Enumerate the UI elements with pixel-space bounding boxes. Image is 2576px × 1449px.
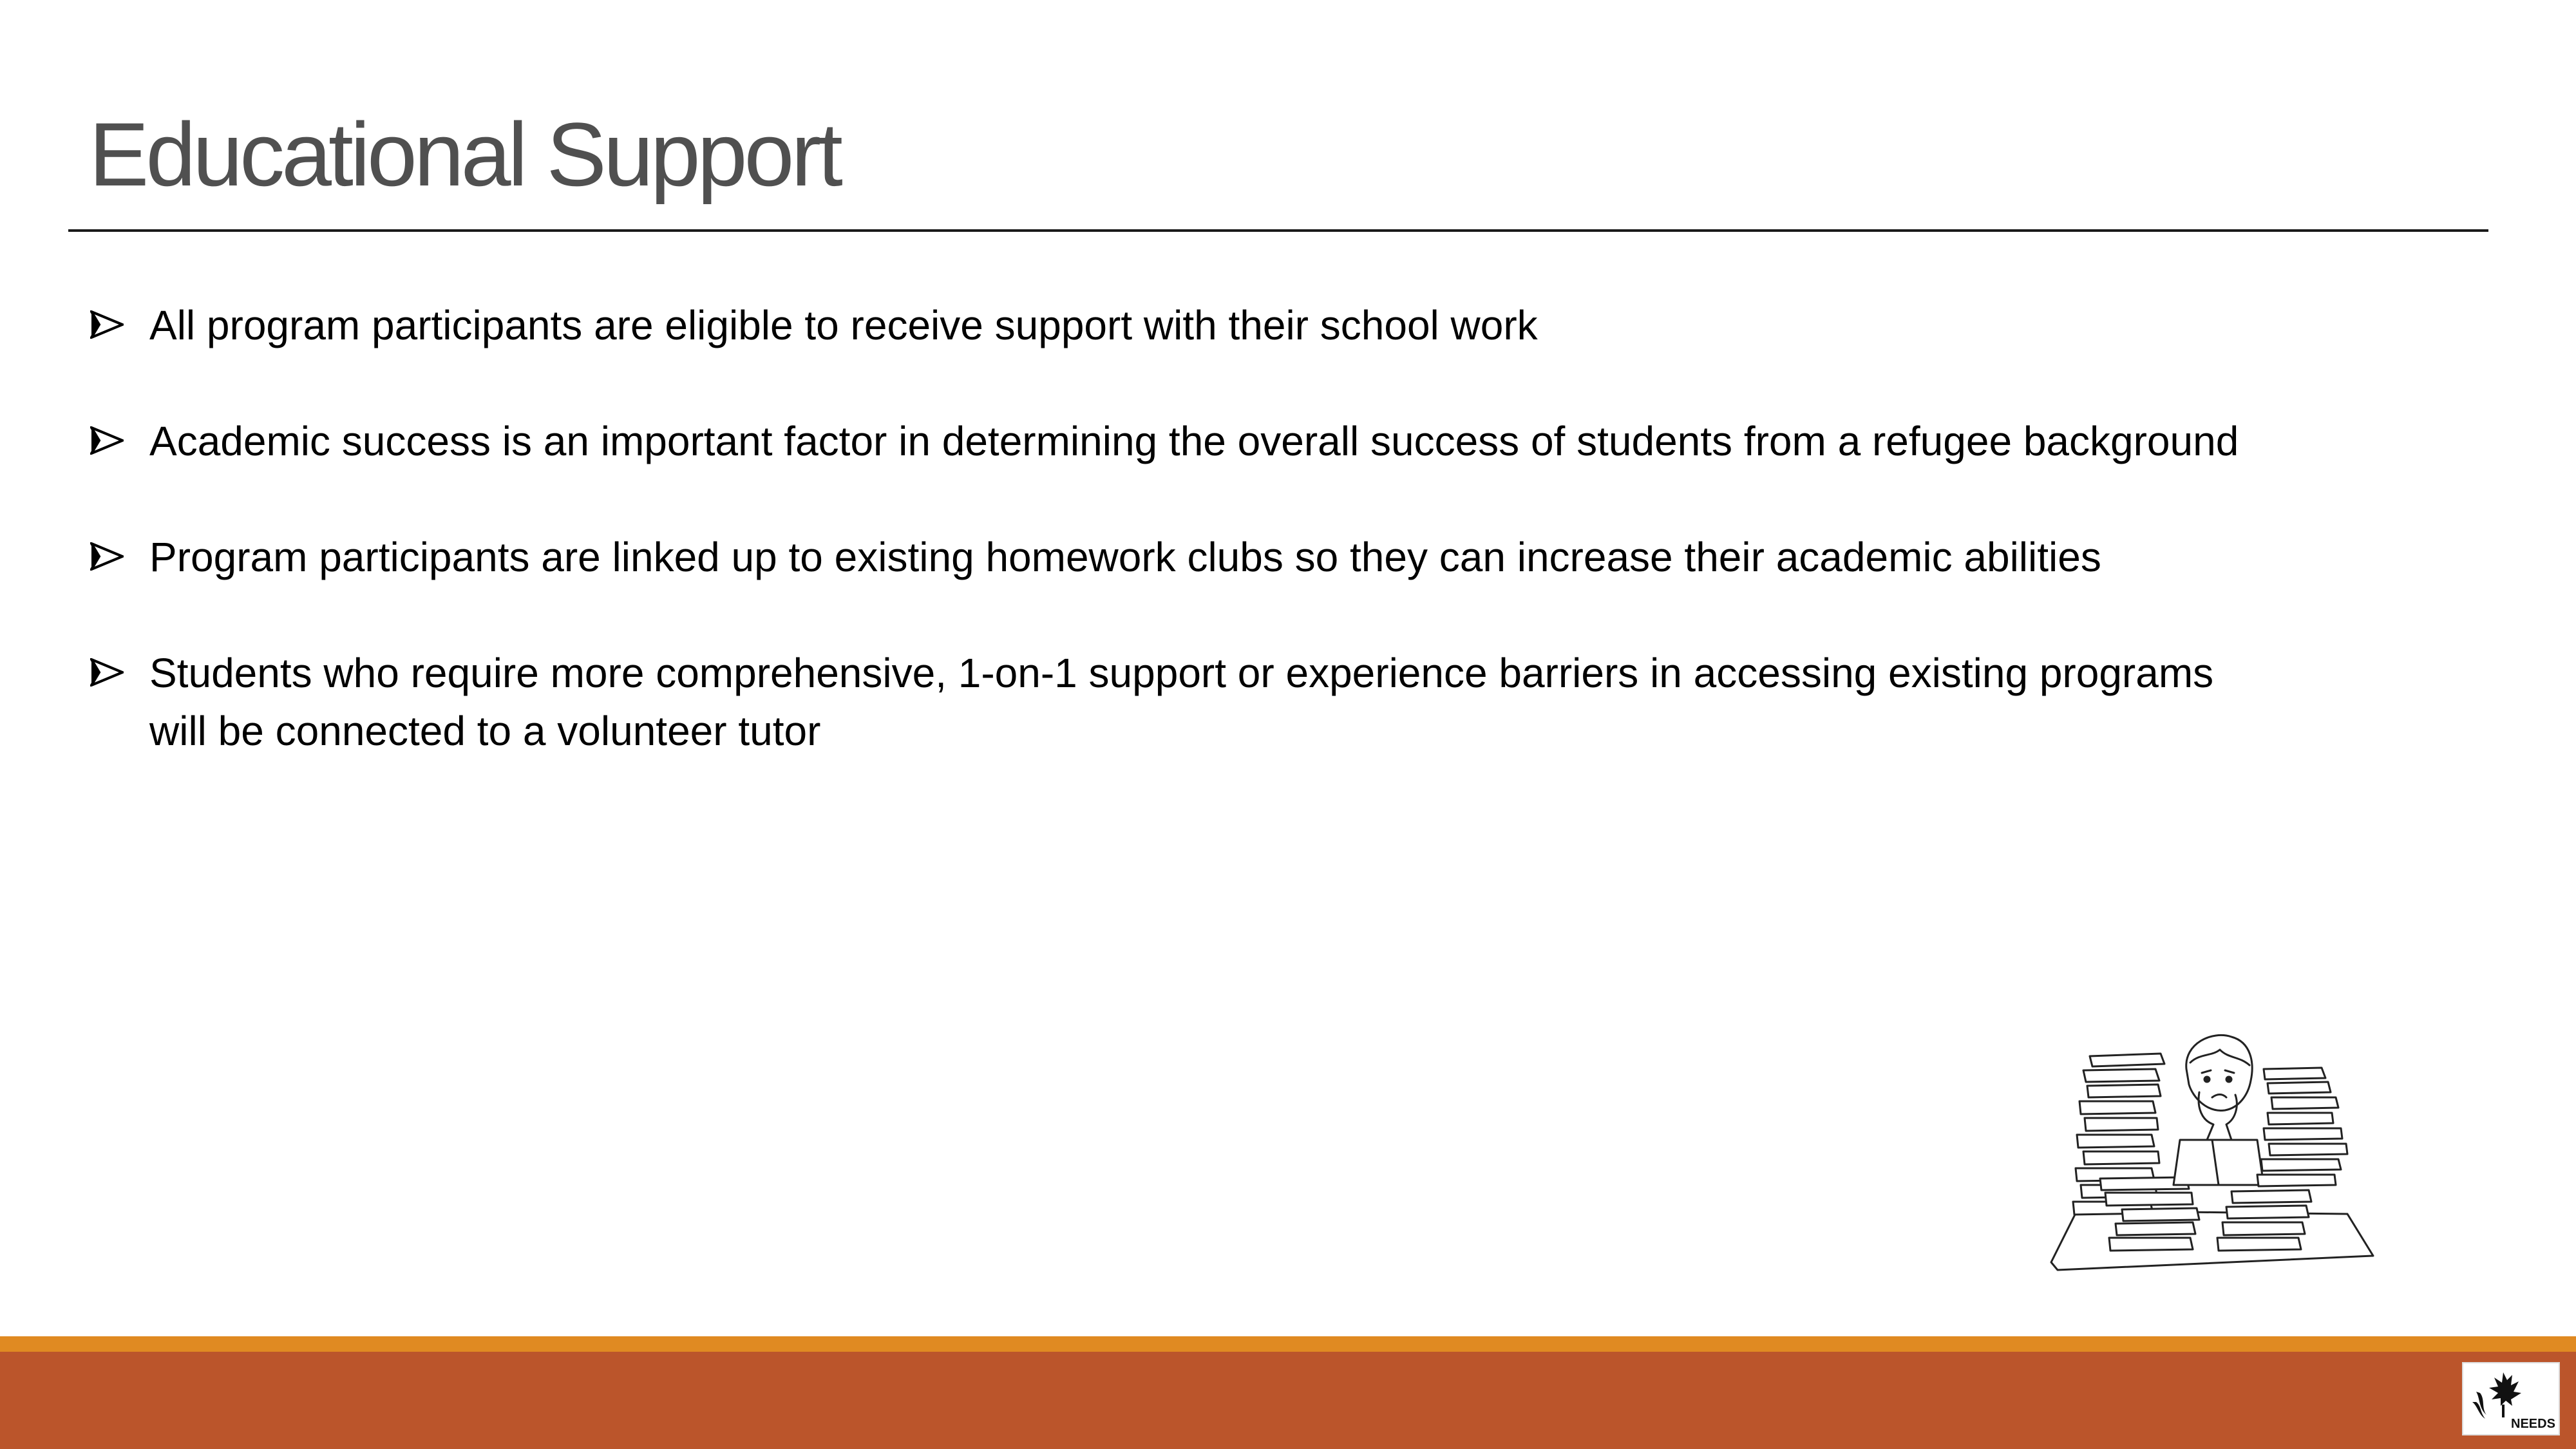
needs-logo-icon — [2463, 1363, 2559, 1434]
organization-logo — [2462, 1362, 2560, 1435]
slide-title: Educational Support — [89, 104, 840, 205]
arrowhead-bullet-icon — [90, 310, 124, 339]
logo-label: NEEDS — [2511, 1417, 2555, 1431]
arrowhead-bullet-icon — [90, 426, 124, 455]
bullet-text: Program participants are linked up to existing homework clubs so they can increase their academic abilities — [149, 534, 2101, 580]
bullet-item — [90, 528, 2241, 586]
arrowhead-bullet-icon — [90, 542, 124, 571]
bullet-text: Academic success is an important factor in determining the overall success of students from a refugee background — [149, 418, 2239, 464]
bullet-text: All program participants are eligible to receive support with their school work — [149, 302, 1538, 348]
title-divider — [68, 229, 2488, 232]
bullet-list — [90, 296, 2241, 818]
bullet-item — [90, 412, 2241, 470]
arrowhead-bullet-icon — [90, 658, 124, 687]
bullet-item — [90, 644, 2241, 760]
student-with-books-illustration — [2038, 1030, 2386, 1275]
bullet-item — [90, 296, 2241, 354]
footer-bar — [0, 1352, 2576, 1449]
footer-accent-stripe — [0, 1336, 2576, 1352]
bullet-text: Students who require more comprehensive, 1-on-1 support or experience barriers in accessing existing programs will be connected to a volunteer tutor — [149, 650, 2214, 754]
